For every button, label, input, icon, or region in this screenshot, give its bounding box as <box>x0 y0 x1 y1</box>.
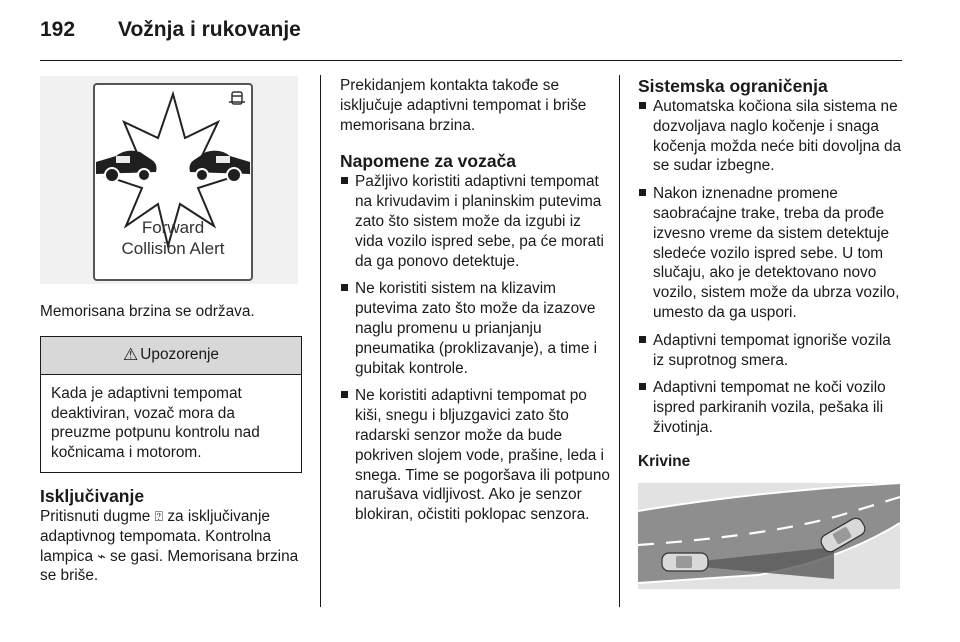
column-3 <box>638 76 904 589</box>
curves-heading: Krivine <box>638 452 691 470</box>
cruise-control-button-icon: ⍰ <box>154 507 164 524</box>
forward-collision-alert-illustration <box>40 76 298 284</box>
bullet-square-icon <box>341 177 348 184</box>
warning-triangle-icon: ⚠ <box>123 345 139 365</box>
list-item: Automatska kočiona sila sistema ne dozvoljava naglo kočenje i snaga kočenja možda neće biti dovoljna da se sudar izbegne. <box>638 97 904 176</box>
cruise-control-lamp-icon: ⌁ <box>97 547 106 564</box>
ignition-off-text: Prekidanjem kontakta takođe se isključuje adaptivni tempomat i briše memorisana brzina. <box>340 77 587 134</box>
header-rule <box>40 60 902 61</box>
bullet-square-icon <box>639 102 646 109</box>
system-limits-list <box>638 97 904 438</box>
bullet-square-icon <box>639 336 646 343</box>
bullet-square-icon <box>341 391 348 398</box>
off-text-part3: se gasi. Memorisana brzina se briše. <box>40 547 299 585</box>
bullet-square-icon <box>639 189 646 196</box>
warning-text: Kada je adaptivni tempomat deaktiviran, vozač mora da preuzme potpunu kontrolu nad kočnicama i motorom. <box>51 384 260 462</box>
driver-notes-heading: Napomene za vozača <box>340 151 517 172</box>
list-item: Nakon iznenadne promene saobraćajne trake, treba da prođe izvesno vreme da sistem detektuje sledeće vozilo ispred sebe. U tom slučaju, ako je detektovano novo vozilo, sistem može da ubrza vozilo, umesto da ga uspori. <box>638 184 904 323</box>
list-item: Adaptivni tempomat ignoriše vozila iz suprotnog smera. <box>638 331 904 371</box>
system-limits-heading: Sistemska ograničenja <box>638 76 828 96</box>
page-title: Vožnja i rukovanje <box>118 18 301 41</box>
driver-notes-list <box>340 172 610 525</box>
curve-road-figure <box>638 483 900 589</box>
list-item: Adaptivni tempomat ne koči vozilo ispred parkiranih vozila, pešaka ili životinja. <box>638 378 904 437</box>
list-item: Ne koristiti adaptivni tempomat po kiši, snegu i bljuzgavici zato što radarski senzor može da bude pokriven slojem vode, prašine, leda i snega. Time se pogoršava ili potpuno narušava vidljivost. Ako je senzor blokiran, očistiti poklopac senzora. <box>340 386 610 525</box>
column-1 <box>40 76 306 586</box>
own-car-icon <box>662 553 708 571</box>
page-number: 192 <box>40 18 76 41</box>
memo-text: Memorisana brzina se održava. <box>40 303 255 320</box>
curve-road-illustration <box>638 483 900 589</box>
column-divider-1 <box>320 75 321 607</box>
column-2 <box>340 76 610 533</box>
off-text-part1: Pritisnuti dugme <box>40 507 155 525</box>
warning-header <box>41 337 301 375</box>
bullet-square-icon <box>639 383 646 390</box>
bullet-square-icon <box>341 284 348 291</box>
list-item: Ne koristiti sistem na klizavim putevima zato što može da izazove naglu promenu u prianjanju pneumatika (proklizavanje), a time i gubitak kontrole. <box>340 279 610 378</box>
column-divider-2 <box>619 75 620 607</box>
warning-box <box>40 336 302 473</box>
warning-title: Upozorenje <box>140 346 219 364</box>
off-text-part2: za isključivanje adaptivnog tempomata. Kontrolna lampica <box>40 507 272 565</box>
off-section-text <box>40 507 306 586</box>
off-section-heading: Isključivanje <box>40 485 145 506</box>
figure-caption-line2: Collision Alert <box>121 239 225 258</box>
figure-caption-line1: Forward <box>141 218 205 237</box>
forward-collision-alert-figure <box>40 76 298 284</box>
list-item: Pažljivo koristiti adaptivni tempomat na krivudavim i planinskim putevima zato što sistem može da izgubi iz vida vozilo ispred sebe, pa će morati da ga ponovo detektuje. <box>340 172 610 271</box>
